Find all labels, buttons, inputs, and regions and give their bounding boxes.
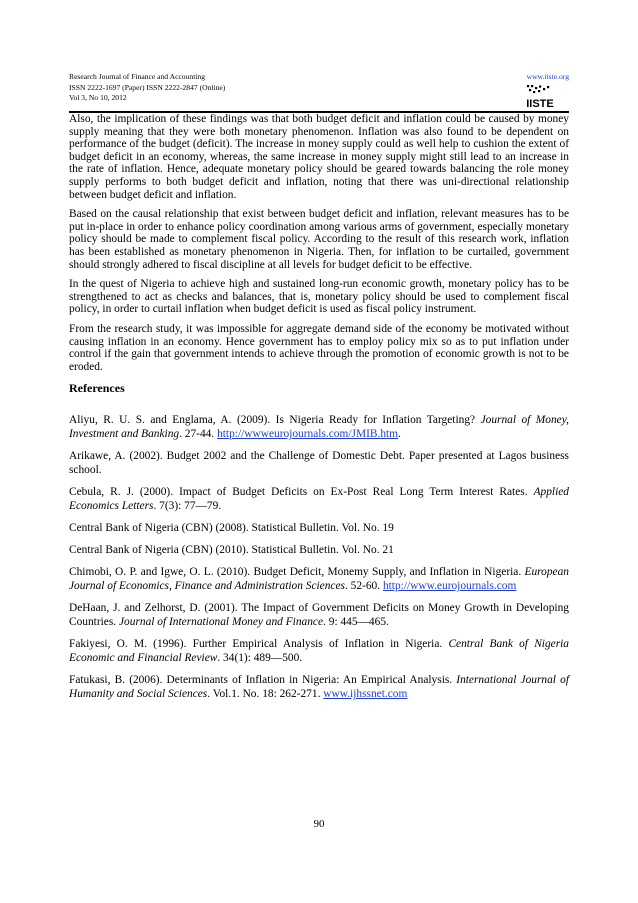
reference-item: DeHaan, J. and Zelhorst, D. (2001). The Impact of Government Deficits on Money Growth in Developing Countries. Journal of International Money and Finance. 9: 445—465.: [69, 602, 569, 629]
body-paragraph: In the quest of Nigeria to achieve high and sustained long-run economic growth, monetary policy has to be strengthened to act as checks and balances, that is, monetary policy should be used to complement fiscal policy, in order to curtail inflation when budget deficit is used as fiscal policy instrument.: [69, 278, 569, 316]
journal-name: Research Journal of Finance and Accounting: [69, 72, 206, 81]
body-paragraph: Also, the implication of these findings was that both budget deficit and inflation could be caused by money supply meaning that they were both monetary phenomenon. Inflation was also found to be dependent on performance of the budget (deficit). The increase in money supply could as well help to cushion the extent of budget deficit in an economy, whereas, the same increase in money supply might still lead to an increase in the rate of inflation. Hence, adequate monetary policy should be geared towards balancing the role money supply performs to both budget deficit and inflation, noting that there was uni-directional relationship between budget deficit and inflation.: [69, 113, 569, 201]
iiste-logo: [523, 84, 557, 110]
reference-item: Fakiyesi, O. M. (1996). Further Empirical Analysis of Inflation in Nigeria. Central Bank of Nigeria Economic and Financial Review. 34(1): 489—500.: [69, 638, 570, 665]
article-body: [69, 113, 569, 709]
reference-item: Central Bank of Nigeria (CBN) (2008). Statistical Bulletin. Vol. No. 19: [69, 522, 394, 535]
logo-wordmark: IISTE: [526, 98, 554, 110]
reference-item: Central Bank of Nigeria (CBN) (2010). Statistical Bulletin. Vol. No. 21: [69, 544, 394, 557]
body-paragraph: From the research study, it was impossible for aggregate demand side of the economy be motivated without causing inflation in an economy. Hence government has to employ policy mix so as to put inflation under control if the gain that government intends to achieve through the promotion of economic growth is not to be eroded.: [69, 322, 569, 373]
reference-link[interactable]: http://wwweurojournals.com/JMIB.htm: [217, 428, 399, 441]
reference-item: Cebula, R. J. (2000). Impact of Budget Deficits on Ex-Post Real Long Term Interest Rates. Applied Economics Letters. 7(3): 77—79.: [69, 486, 569, 513]
reference-item: Arikawe, A. (2002). Budget 2002 and the Challenge of Domestic Debt. Paper presented at Lagos business school.: [69, 450, 569, 477]
journal-url-link[interactable]: www.iiste.org: [526, 72, 569, 81]
page-header: [69, 72, 569, 112]
reference-item: Aliyu, R. U. S. and Englama, A. (2009). Is Nigeria Ready for Inflation Targeting? Journal of Money, Investment and Banking. 27-44. http://wwweurojournals.com/JMIB.htm.: [69, 414, 569, 441]
reference-item: Fatukasi, B. (2006). Determinants of Inflation in Nigeria: An Empirical Analysis. International Journal of Humanity and Social Sciences. Vol.1. No. 18: 262-271. www.ijhssnet.com: [69, 674, 569, 701]
volume-line: Vol 3, No 10, 2012: [69, 93, 127, 102]
reference-link[interactable]: www.ijhssnet.com: [323, 688, 408, 701]
issn-line: ISSN 2222-1697 (Paper) ISSN 2222-2847 (Online): [69, 82, 226, 92]
page-number: 90: [313, 818, 325, 830]
reference-item: Chimobi, O. P. and Igwe, O. L. (2010). Budget Deficit, Monemy Supply, and Inflation in Nigeria. European Journal of Economics, Finance and Administration Sciences. 52-60. http://www.eurojournals.com: [69, 566, 569, 593]
body-paragraph: Based on the causal relationship that exist between budget deficit and inflation, relevant measures has to be put in-place in order to enhance policy coordination among various arms of government, especially monetary policy should be made to complement fiscal policy. According to the result of this research work, inflation has been established as monetary phenomenon in Nigeria. Then, for inflation to be curtailed, government should strongly adhered to fiscal discipline at all levels for budget deficit to be effective.: [69, 208, 569, 271]
reference-link[interactable]: http://www.eurojournals.com: [382, 580, 517, 593]
references-heading: References: [69, 381, 125, 396]
